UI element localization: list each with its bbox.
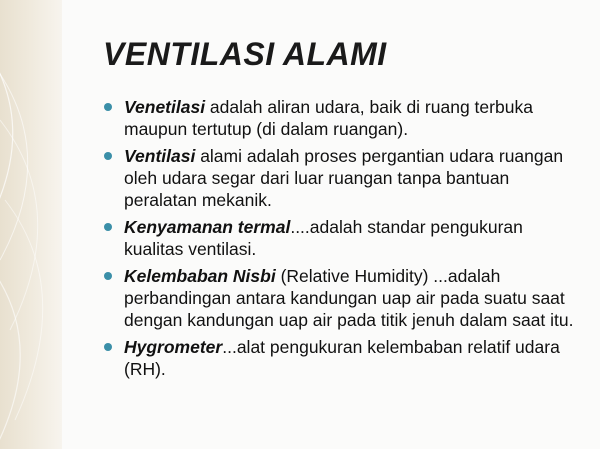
term-description: ....adalah standar pengukuran kualitas ventilasi.	[124, 217, 523, 259]
term-description: (Relative Humidity) ...adalah perbandingan antara kandungan uap air pada suatu saat dengan kandungan uap air pada titik jenuh dalam saat itu.	[124, 266, 574, 330]
decorative-curves	[0, 0, 62, 449]
bullet-list	[104, 96, 584, 385]
term-label: Kelembaban Nisbi	[124, 266, 276, 286]
term-label: Kenyamanan termal	[124, 217, 291, 237]
list-item	[104, 216, 584, 260]
term-label: Hygrometer	[124, 337, 223, 357]
circle-bullet-icon	[104, 103, 112, 111]
circle-bullet-icon	[104, 272, 112, 280]
slide-title: VENTILASI ALAMI	[103, 36, 387, 72]
circle-bullet-icon	[104, 343, 112, 351]
term-description: adalah aliran udara, baik di ruang terbuka maupun tertutup (di dalam ruangan).	[124, 97, 533, 139]
list-item	[104, 265, 584, 331]
list-item	[104, 96, 584, 140]
list-item	[104, 145, 584, 211]
circle-bullet-icon	[104, 152, 112, 160]
term-label: Venetilasi	[124, 97, 206, 117]
term-description: ...alat pengukuran kelembaban relatif udara (RH).	[124, 337, 560, 379]
list-item	[104, 336, 584, 380]
decorative-side-band	[0, 0, 62, 449]
circle-bullet-icon	[104, 223, 112, 231]
term-label: Ventilasi	[124, 146, 196, 166]
term-description: alami adalah proses pergantian udara ruangan oleh udara segar dari luar ruangan tanpa bantuan peralatan mekanik.	[124, 146, 564, 210]
